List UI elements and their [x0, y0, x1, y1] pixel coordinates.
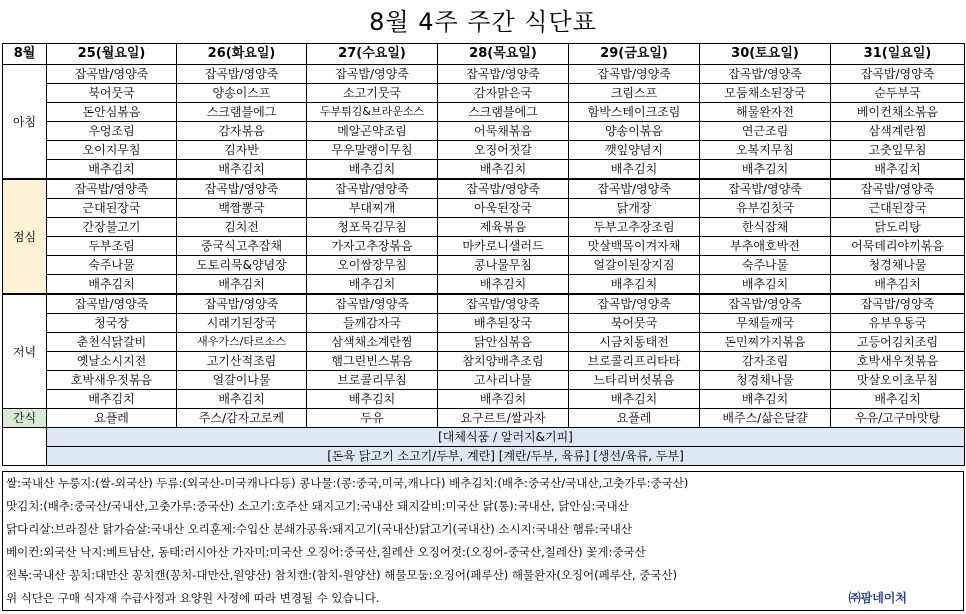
menu-cell: 배추김치	[569, 275, 700, 295]
menu-cell: 잡곡밥/영양죽	[47, 179, 177, 199]
notice-text: 위 식단은 구매 식자재 수급사정과 요양원 사정에 따라 변경될 수 있습니다.	[6, 591, 380, 605]
meal-label: 아침	[3, 65, 47, 180]
menu-cell: 어묵데리야끼볶음	[831, 237, 965, 256]
notice-line	[3, 587, 963, 610]
day-header: 26(화요일)	[177, 44, 307, 65]
meal-rows	[3, 65, 965, 409]
meal-row	[3, 199, 965, 218]
menu-cell: 오이쌈장무침	[307, 256, 438, 275]
month-label: 8월	[3, 44, 47, 65]
menu-cell: 배추김치	[438, 390, 569, 409]
menu-cell: 두부튀김&브라운소스	[307, 103, 438, 122]
day-header-row	[3, 44, 965, 65]
menu-cell: 시래기된장국	[177, 314, 307, 333]
menu-cell: 북어뭇국	[569, 314, 700, 333]
menu-cell: 북어뭇국	[47, 84, 177, 103]
menu-cell: 브로콜리프리타타	[569, 352, 700, 371]
menu-cell: 근대된장국	[47, 199, 177, 218]
menu-cell: 근대된장국	[831, 199, 965, 218]
meal-row	[3, 179, 965, 199]
menu-cell: 잡곡밥/영양죽	[177, 179, 307, 199]
menu-cell: 부추애호박전	[700, 237, 831, 256]
menu-cell: 고춧잎무침	[831, 141, 965, 160]
snack-row	[3, 409, 965, 428]
meal-label: 저녁	[3, 294, 47, 409]
menu-cell: 청경채나물	[700, 371, 831, 390]
menu-cell: 어묵채볶음	[438, 122, 569, 141]
menu-cell: 해물완자전	[700, 103, 831, 122]
menu-cell: 잡곡밥/영양죽	[177, 294, 307, 314]
meal-row	[3, 256, 965, 275]
menu-cell: 모둠채소된장국	[700, 84, 831, 103]
menu-cell: 오이지무침	[47, 141, 177, 160]
menu-cell: 얼갈이된장지짐	[569, 256, 700, 275]
meal-row	[3, 141, 965, 160]
origin-info	[2, 471, 964, 611]
menu-cell: 배추김치	[47, 275, 177, 295]
menu-cell: 크림스프	[569, 84, 700, 103]
meal-row	[3, 237, 965, 256]
meal-row	[3, 65, 965, 84]
menu-cell: 배추김치	[177, 390, 307, 409]
menu-cell: 배추김치	[831, 160, 965, 180]
menu-cell: 맛살백목이겨자채	[569, 237, 700, 256]
alternative-label-cell	[3, 428, 47, 466]
origin-line: 전복:국내산 꽁치:대만산 꽁치캔(꽁치-대만산,원양산) 참치캔:(참치-원양산) 해물모둠:오징어(페루산) 해물완자(오징어(페루산, 중국산)	[6, 568, 678, 582]
menu-cell: 배추김치	[438, 160, 569, 180]
menu-cell: 새우가스/타르소스	[177, 333, 307, 352]
menu-cell: 잡곡밥/영양죽	[700, 65, 831, 84]
menu-cell: 호박새우젓볶음	[831, 352, 965, 371]
brand-name: ㈜팜네이처	[848, 591, 907, 605]
origin-line: 닭다리살:브라질산 닭가슴살:국내산 오리훈제:수입산 분쇄가공육:돼지고기(국내산)닭고기(국내산) 소시지:국내산 햄류:국내산	[6, 522, 633, 536]
menu-cell: 삼색채소계란찜	[307, 333, 438, 352]
menu-cell: 잡곡밥/영양죽	[438, 65, 569, 84]
alternative-row-2	[3, 447, 965, 466]
meal-row	[3, 122, 965, 141]
menu-cell: 참치양배추조림	[438, 352, 569, 371]
menu-cell: 잡곡밥/영양죽	[438, 294, 569, 314]
weekly-menu-table	[2, 43, 965, 466]
snack-cell: 요플레	[569, 409, 700, 428]
menu-cell: 잡곡밥/영양죽	[438, 179, 569, 199]
menu-cell: 중국식고추잡채	[177, 237, 307, 256]
menu-cell: 스크램블에그	[177, 103, 307, 122]
menu-cell: 잡곡밥/영양죽	[831, 294, 965, 314]
menu-cell: 부대찌개	[307, 199, 438, 218]
menu-cell: 깻잎양념지	[569, 141, 700, 160]
menu-cell: 배추김치	[569, 390, 700, 409]
menu-cell: 삼색계란찜	[831, 122, 965, 141]
meal-row	[3, 218, 965, 237]
menu-cell: 느타리버섯볶음	[569, 371, 700, 390]
day-header: 31(일요일)	[831, 44, 965, 65]
menu-cell: 배추김치	[47, 390, 177, 409]
menu-cell: 감자조림	[700, 352, 831, 371]
menu-cell: 함박스테이크조림	[569, 103, 700, 122]
menu-cell: 잡곡밥/영양죽	[307, 294, 438, 314]
menu-cell: 제육볶음	[438, 218, 569, 237]
menu-cell: 배추김치	[831, 275, 965, 295]
menu-cell: 고기산적조림	[177, 352, 307, 371]
snack-cell: 요플레	[47, 409, 177, 428]
menu-cell: 청국장	[47, 314, 177, 333]
menu-cell: 무채들깨국	[700, 314, 831, 333]
menu-cell: 닭도리탕	[831, 218, 965, 237]
menu-cell: 잡곡밥/영양죽	[307, 179, 438, 199]
meal-row	[3, 333, 965, 352]
snack-cell: 주스/감자고로케	[177, 409, 307, 428]
meal-row	[3, 314, 965, 333]
menu-cell: 우엉조림	[47, 122, 177, 141]
menu-cell: 숙주나물	[47, 256, 177, 275]
menu-cell: 잡곡밥/영양죽	[569, 179, 700, 199]
menu-cell: 소고기뭇국	[307, 84, 438, 103]
menu-cell: 숙주나물	[700, 256, 831, 275]
menu-cell: 햄그린빈스볶음	[307, 352, 438, 371]
meal-row	[3, 390, 965, 409]
menu-cell: 베이컨채소볶음	[831, 103, 965, 122]
menu-cell: 배추김치	[177, 275, 307, 295]
menu-cell: 배추김치	[831, 390, 965, 409]
menu-cell: 닭안심볶음	[438, 333, 569, 352]
menu-cell: 청경채나물	[831, 256, 965, 275]
origin-line: 베이컨:외국산 낙지:베트남산, 동태:러시아산 가자미:미국산 오징어:중국산,칠레산 오징어젓:(오징어-중국산,칠레산) 꽃게:중국산	[6, 545, 646, 559]
menu-cell: 감자볶음	[177, 122, 307, 141]
menu-cell: 스크램블에그	[438, 103, 569, 122]
menu-cell: 감자맑은국	[438, 84, 569, 103]
menu-cell: 연근조림	[700, 122, 831, 141]
meal-row	[3, 294, 965, 314]
menu-cell: 잡곡밥/영양죽	[569, 294, 700, 314]
menu-cell: 백짬뽕국	[177, 199, 307, 218]
menu-cell: 시금치동태전	[569, 333, 700, 352]
meal-row	[3, 160, 965, 180]
snack-cell: 요구르트/쌀과자	[438, 409, 569, 428]
menu-cell: 배추김치	[700, 275, 831, 295]
menu-cell: 고등어김치조림	[831, 333, 965, 352]
menu-cell: 마카로니샐러드	[438, 237, 569, 256]
menu-cell: 두부고추장조림	[569, 218, 700, 237]
day-header: 30(토요일)	[700, 44, 831, 65]
alternative-title: [대체식품 / 알러지&기피]	[47, 428, 965, 447]
menu-cell: 잡곡밥/영양죽	[569, 65, 700, 84]
origin-line: 맛김치:(배추:중국산/국내산,고춧가루:중국산) 소고기:호주산 돼지고기:국내산 돼지갈비:미국산 닭(통):국내산, 닭안심:국내산	[6, 499, 629, 513]
menu-cell: 잡곡밥/영양죽	[47, 65, 177, 84]
snack-cell: 배주스/삶은달걀	[700, 409, 831, 428]
alternative-detail: [돈육 닭고기 소고기/두부, 계란] [계란/두부, 육류] [생선/육류, 두부]	[47, 447, 965, 466]
menu-cell: 양송이스프	[177, 84, 307, 103]
menu-cell: 유부우동국	[831, 314, 965, 333]
origin-line: 쌀:국내산 누룽지:(쌀-외국산) 두류:(외국산-미국캐나다등) 콩나물:(콩:중국,미국,캐나다) 배추김치:(배추:중국산/국내산,고춧가루:중국산)	[6, 476, 689, 490]
menu-cell: 닭개장	[569, 199, 700, 218]
menu-cell: 배추김치	[700, 390, 831, 409]
menu-cell: 호박새우젓볶음	[47, 371, 177, 390]
day-header: 27(수요일)	[307, 44, 438, 65]
menu-cell: 배추김치	[438, 275, 569, 295]
snack-cell: 두유	[307, 409, 438, 428]
menu-cell: 양송이볶음	[569, 122, 700, 141]
menu-cell: 도토리묵&양념장	[177, 256, 307, 275]
menu-cell: 무우말랭이무침	[307, 141, 438, 160]
menu-cell: 한식잡채	[700, 218, 831, 237]
menu-cell: 잡곡밥/영양죽	[307, 65, 438, 84]
menu-cell: 배추김치	[700, 160, 831, 180]
meal-label: 점심	[3, 179, 47, 294]
menu-cell: 김자반	[177, 141, 307, 160]
menu-cell: 잡곡밥/영양죽	[177, 65, 307, 84]
menu-cell: 김치전	[177, 218, 307, 237]
day-header: 28(목요일)	[438, 44, 569, 65]
menu-cell: 유부김칫국	[700, 199, 831, 218]
meal-row	[3, 275, 965, 295]
menu-cell: 고사리나물	[438, 371, 569, 390]
snack-label: 간식	[3, 409, 47, 428]
menu-cell: 순두부국	[831, 84, 965, 103]
menu-cell: 춘천식닭갈비	[47, 333, 177, 352]
menu-cell: 잡곡밥/영양죽	[47, 294, 177, 314]
menu-cell: 배추김치	[569, 160, 700, 180]
menu-cell: 잡곡밥/영양죽	[700, 294, 831, 314]
menu-cell: 얼갈이나물	[177, 371, 307, 390]
menu-cell: 두부조림	[47, 237, 177, 256]
menu-cell: 배추김치	[47, 160, 177, 180]
meal-row	[3, 103, 965, 122]
menu-cell: 돈안심볶음	[47, 103, 177, 122]
menu-cell: 맛살오이초무침	[831, 371, 965, 390]
meal-row	[3, 352, 965, 371]
page-title: 8월 4주 주간 식단표	[369, 8, 597, 36]
meal-row	[3, 84, 965, 103]
snack-cell: 우유/고구마맛탕	[831, 409, 965, 428]
menu-cell: 배추김치	[307, 160, 438, 180]
day-header: 29(금요일)	[569, 44, 700, 65]
menu-cell: 오징어젓갈	[438, 141, 569, 160]
menu-cell: 들깨감자국	[307, 314, 438, 333]
menu-cell: 잡곡밥/영양죽	[831, 65, 965, 84]
menu-cell: 청포묵김무침	[307, 218, 438, 237]
menu-cell: 돈민찌가지볶음	[700, 333, 831, 352]
menu-cell: 잡곡밥/영양죽	[831, 179, 965, 199]
meal-row	[3, 371, 965, 390]
menu-cell: 아욱된장국	[438, 199, 569, 218]
menu-cell: 콩나물무침	[438, 256, 569, 275]
day-header: 25(월요일)	[47, 44, 177, 65]
menu-cell: 메알곤약조림	[307, 122, 438, 141]
menu-cell: 배추된장국	[438, 314, 569, 333]
alternative-row-1	[3, 428, 965, 447]
menu-cell: 브로콜리무침	[307, 371, 438, 390]
menu-cell: 배추김치	[307, 275, 438, 295]
menu-cell: 잡곡밥/영양죽	[700, 179, 831, 199]
menu-cell: 배추김치	[177, 160, 307, 180]
menu-cell: 배추김치	[307, 390, 438, 409]
menu-cell: 옛날소시지전	[47, 352, 177, 371]
menu-cell: 오복지무침	[700, 141, 831, 160]
menu-cell: 간장불고기	[47, 218, 177, 237]
menu-cell: 가자고추장볶음	[307, 237, 438, 256]
